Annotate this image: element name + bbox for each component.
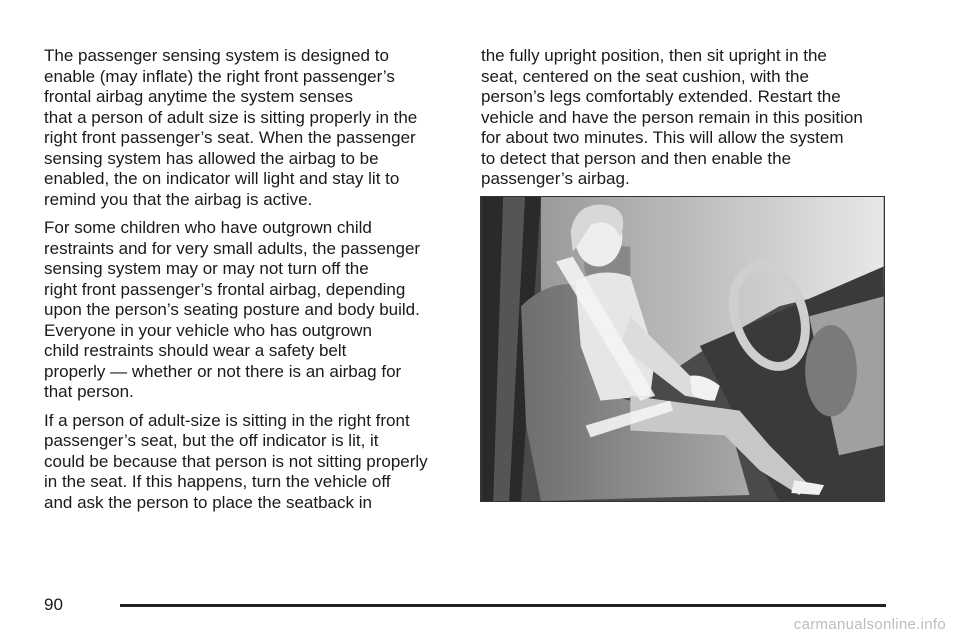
seated-passenger-illustration [480, 196, 885, 502]
passenger-seat-icon [481, 197, 884, 501]
paragraph-upright-position: the fully upright position, then sit upright in the seat, centered on the seat cushion, with the person’s legs comfortably extended. Restart the vehicle and have the person remain in this position for about two minutes. This will allow the system to detect that person and then enable the passenger’s airbag. [481, 46, 863, 188]
paragraph-off-indicator: If a person of adult-size is sitting in the right front passenger’s seat, but the off indicator is lit, it could be because that person is not sitting properly in the seat. If this happens, turn the vehicle off and ask the person to place the seatback in [44, 410, 428, 512]
footer-rule [120, 604, 886, 607]
page-number: 90 [44, 595, 63, 614]
paragraph-adult-sensing: The passenger sensing system is designed to enable (may inflate) the right front passenger’s frontal airbag anytime the system senses that a person of adult size is sitting properly in the right front passenger’s seat. When the passenger sensing system has allowed the airbag to be enabled, the on indicator will light and stay lit to remind you that the airbag is active. [44, 46, 418, 209]
watermark: carmanualsonline.info [793, 616, 946, 633]
paragraph-children-small-adults: For some children who have outgrown child restraints and for very small adults, the passenger sensing system may or may not turn off the right front passenger’s frontal airbag, depending upon the person’s seating posture and body build. Everyone in your vehicle who has outgrown child restraints should wear a safety belt properly — whether or not there is an airbag for that person. [44, 218, 421, 401]
left-column [44, 46, 456, 521]
right-column [481, 46, 891, 198]
